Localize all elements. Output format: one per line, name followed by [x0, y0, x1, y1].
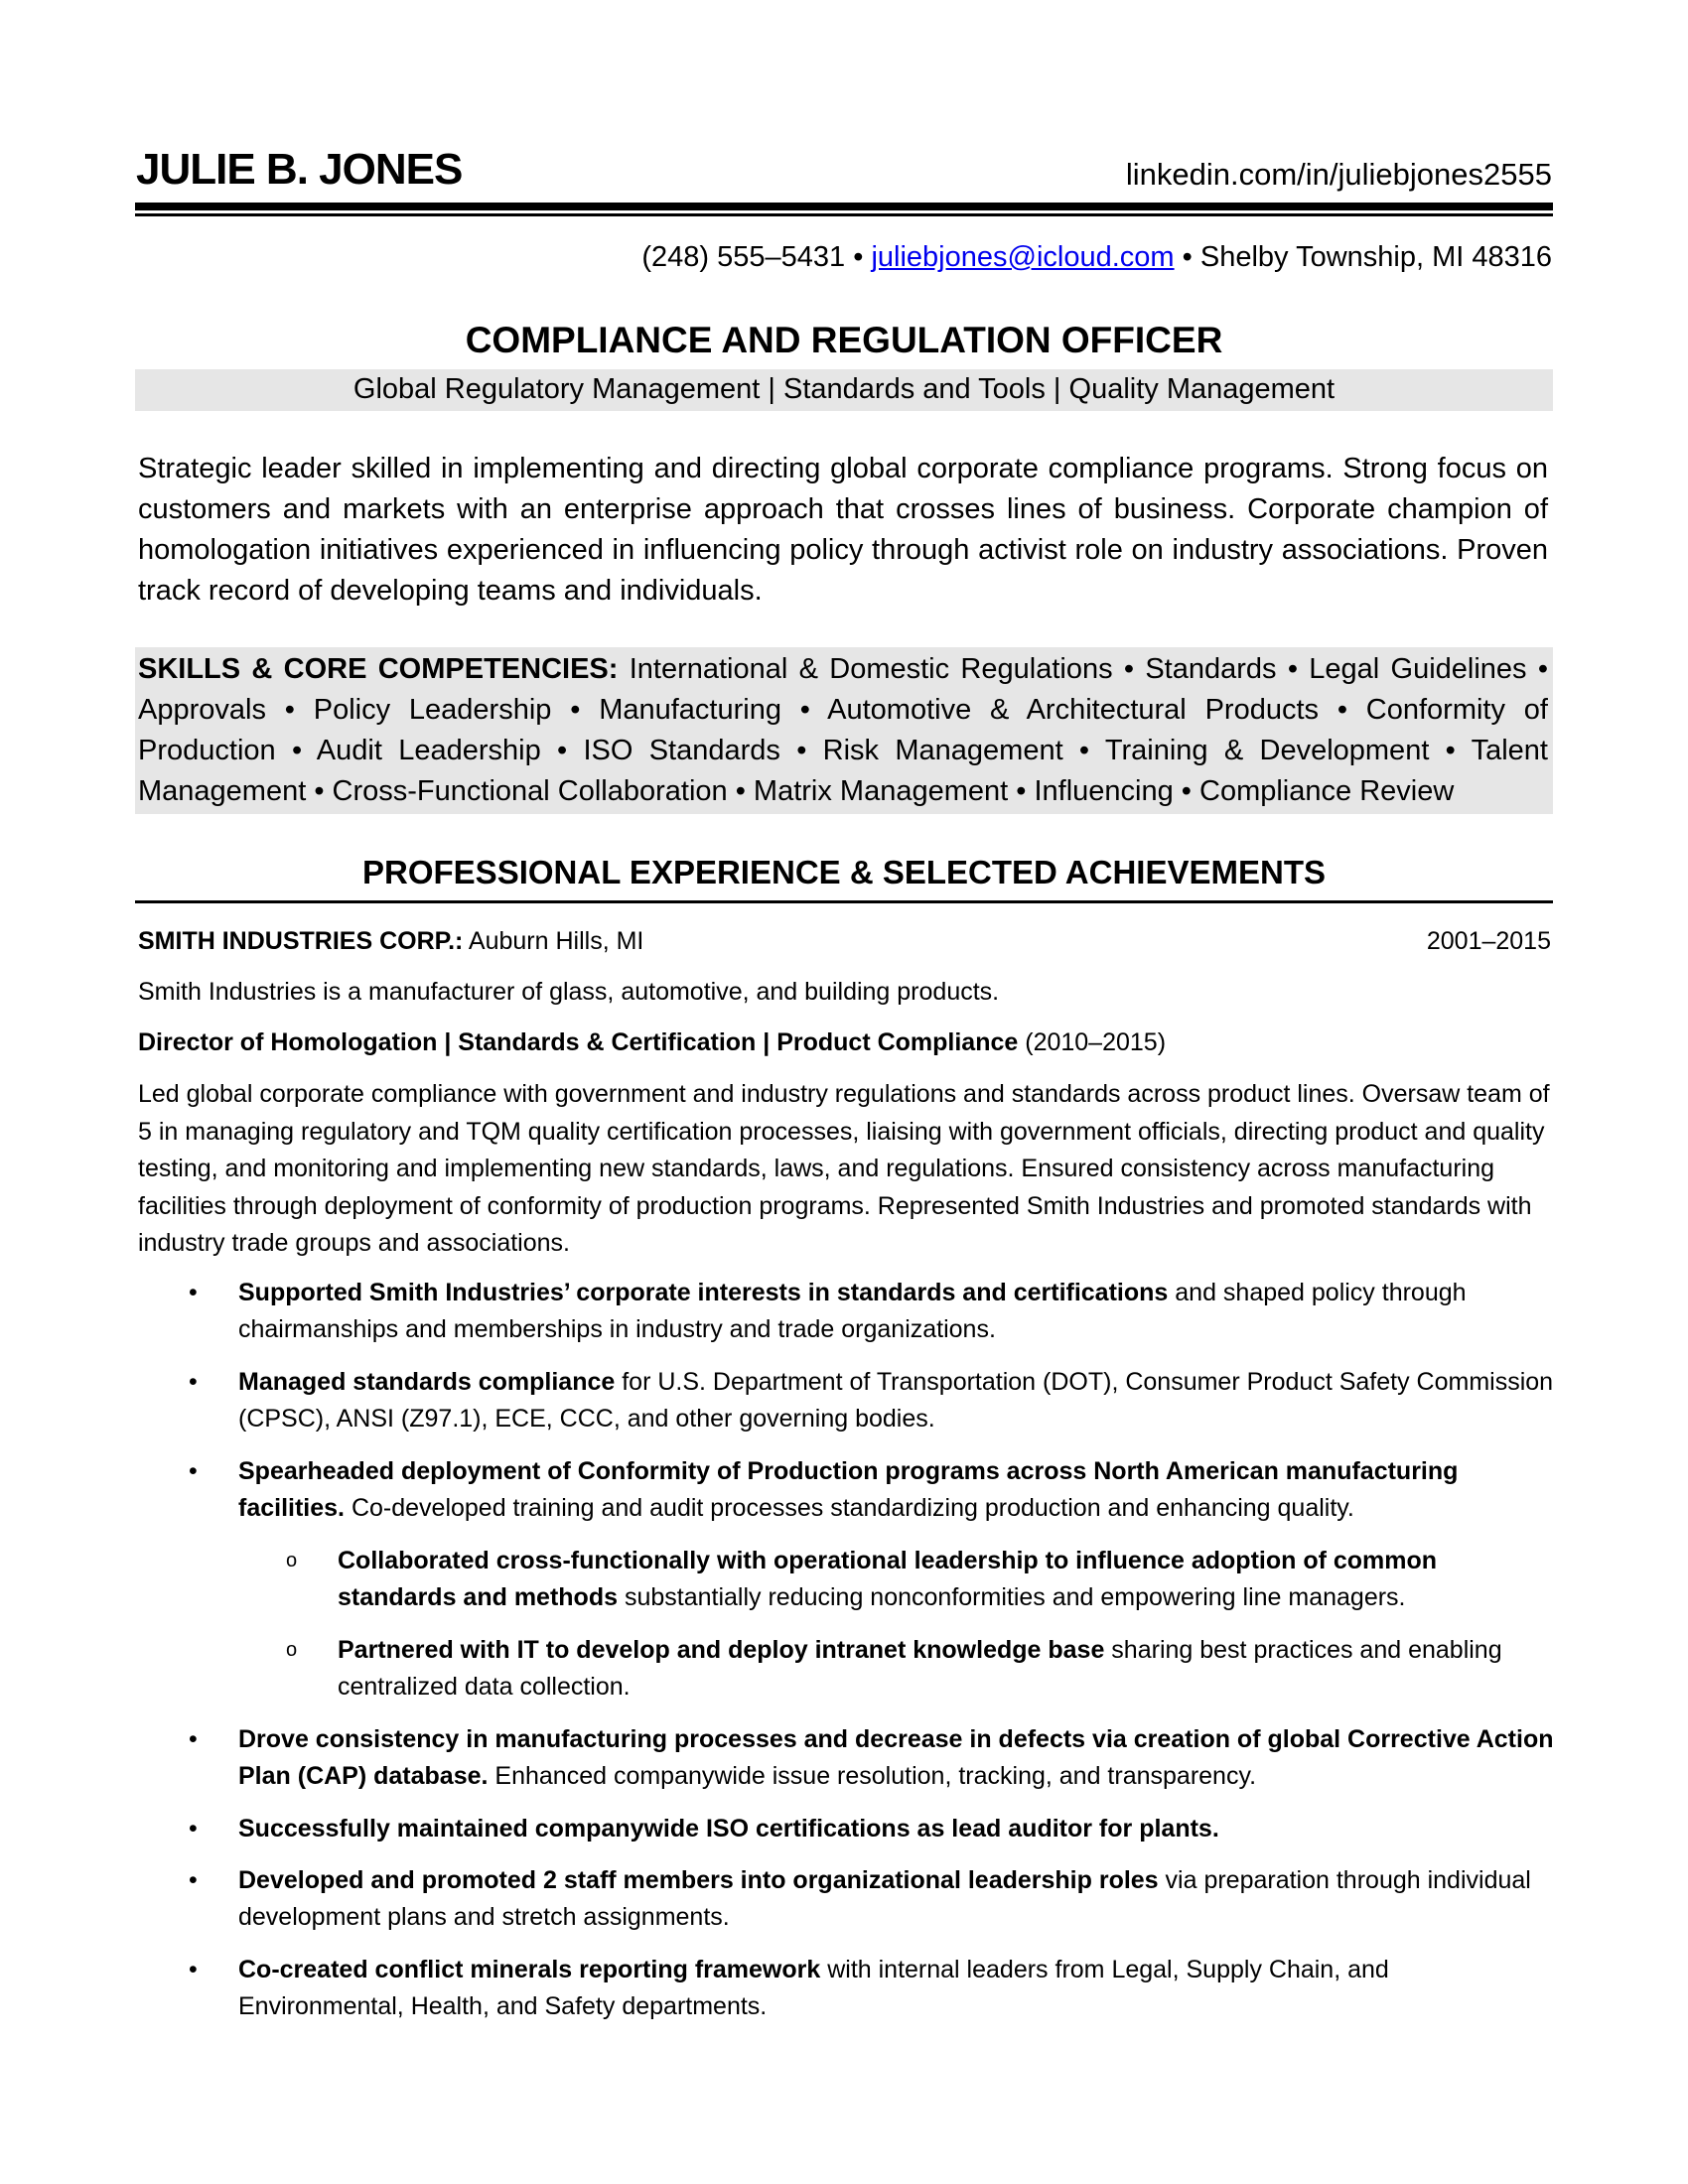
hollow-bullet-icon: o — [286, 1639, 298, 1661]
bullet-icon: • — [189, 1457, 198, 1485]
achievement-highlight: Developed and promoted 2 staff members into organizational leadership roles — [238, 1866, 1159, 1894]
achievement-detail: sharing best practices and enabling centralized data collection. — [338, 1636, 1502, 1701]
tagline: Global Regulatory Management | Standards and Tools | Quality Management — [352, 373, 1336, 405]
bullet-icon: • — [189, 1368, 198, 1396]
achievement-detail: Enhanced companywide issue resolution, tracking, and transparency. — [488, 1762, 1257, 1790]
achievement-detail: via preparation through individual development plans and stretch assignments. — [238, 1866, 1531, 1931]
company-description: Smith Industries is a manufacturer of glass, automotive, and building products. — [138, 978, 1000, 1006]
achievement-highlight: Successfully maintained companywide ISO certifications as lead auditor for plants. — [238, 1815, 1219, 1843]
achievement-highlight: Partnered with IT to develop and deploy intranet knowledge base — [338, 1636, 1105, 1664]
achievement-highlight: Managed standards compliance — [238, 1368, 616, 1396]
bullet-icon: • — [189, 1956, 198, 1983]
linkedin-url[interactable]: linkedin.com/in/juliebjones2555 — [1125, 157, 1552, 192]
achievement-highlight: Drove consistency in manufacturing processes and decrease in defects via creation of global Corrective Action Plan (CAP) database. — [238, 1725, 1554, 1790]
employment-dates: 2001–2015 — [1426, 927, 1551, 955]
role-dates: (2010–2015) — [1018, 1028, 1167, 1056]
bullet-icon: • — [189, 1279, 198, 1306]
role-title: Director of Homologation | Standards & Certification | Product Compliance — [138, 1028, 1019, 1056]
candidate-name: JULIE B. JONES — [136, 145, 463, 194]
bullet-icon: • — [189, 1725, 198, 1753]
role-line — [138, 1028, 1166, 1057]
achievement-detail: and shaped policy through chairmanships and memberships in industry and trade organizations. — [238, 1279, 1467, 1343]
hollow-bullet-icon: o — [286, 1550, 298, 1571]
job-title-heading: COMPLIANCE AND REGULATION OFFICER — [465, 320, 1223, 360]
achievement-detail: for U.S. Department of Transportation (DOT), Consumer Product Safety Commission (CPSC), ANSI (Z97.1), ECE, CCC, and other governing bodies. — [238, 1368, 1554, 1433]
header-rule-thin — [135, 213, 1553, 216]
email-link[interactable]: juliebjones@icloud.com — [871, 241, 1175, 273]
section-rule — [135, 900, 1553, 903]
achievement-highlight: Co-created conflict minerals reporting framework — [238, 1956, 821, 1983]
company-name: SMITH INDUSTRIES CORP.: — [138, 927, 464, 955]
achievement-detail: substantially reducing nonconformities and empowering line managers. — [618, 1583, 1406, 1611]
professional-summary: Strategic leader skilled in implementing and directing global corporate compliance programs. Strong focus on customers and markets with an enterprise approach that crosses lines of business. Corporate champion of homologation initiatives experienced in influencing policy through activist role on industry associations. Proven track record of developing teams and individuals. — [138, 453, 1548, 607]
achievement-highlight: Spearheaded deployment of Conformity of Production programs across North American manufacturing facilities. — [238, 1457, 1459, 1522]
experience-section-heading: PROFESSIONAL EXPERIENCE & SELECTED ACHIEVEMENTS — [362, 854, 1326, 890]
phone-number: (248) 555–5431 — [641, 241, 846, 273]
company-location: Auburn Hills, MI — [463, 927, 644, 955]
separator-dot: • — [1174, 241, 1200, 273]
achievement-highlight: Collaborated cross-functionally with operational leadership to influence adoption of common standards and methods — [338, 1547, 1438, 1611]
separator-dot: • — [845, 241, 872, 273]
bullet-icon: • — [189, 1815, 198, 1843]
header-rule-thick — [135, 203, 1553, 210]
skills-section — [138, 649, 1548, 812]
role-description: Led global corporate compliance with government and industry regulations and standards across product lines. Oversaw team of 5 in managing regulatory and TQM quality certification processes, liaising with government officials, directing product and quality testing, and monitoring and implementing new standards, laws, and regulations. Ensured consistency across manufacturing facilities through deployment of conformity of production programs. Represented Smith Industries and promoted standards with industry trade groups and associations. — [138, 1080, 1550, 1257]
company-line — [138, 927, 643, 956]
achievement-highlight: Supported Smith Industries’ corporate interests in standards and certifications — [238, 1279, 1169, 1306]
location: Shelby Township, MI 48316 — [1199, 241, 1552, 273]
contact-line — [641, 241, 1552, 274]
bullet-icon: • — [189, 1866, 198, 1894]
skills-label: SKILLS & CORE COMPETENCIES: — [138, 653, 619, 685]
skills-list: International & Domestic Regulations • Standards • Legal Guidelines • Approvals • Policy Leadership • Manufacturing • Automotive & Architectural Products • Conformity of Production • Audit Leadership • ISO Standards • Risk Management • Training & Development • Talent Management • Cross-Functional Collaboration • Matrix Management • Influencing • Compliance Review — [138, 653, 1548, 807]
achievement-detail: with internal leaders from Legal, Supply Chain, and Environmental, Health, and Safety departments. — [238, 1956, 1389, 2020]
achievement-detail: Co-developed training and audit processes standardizing production and enhancing quality. — [345, 1494, 1354, 1522]
